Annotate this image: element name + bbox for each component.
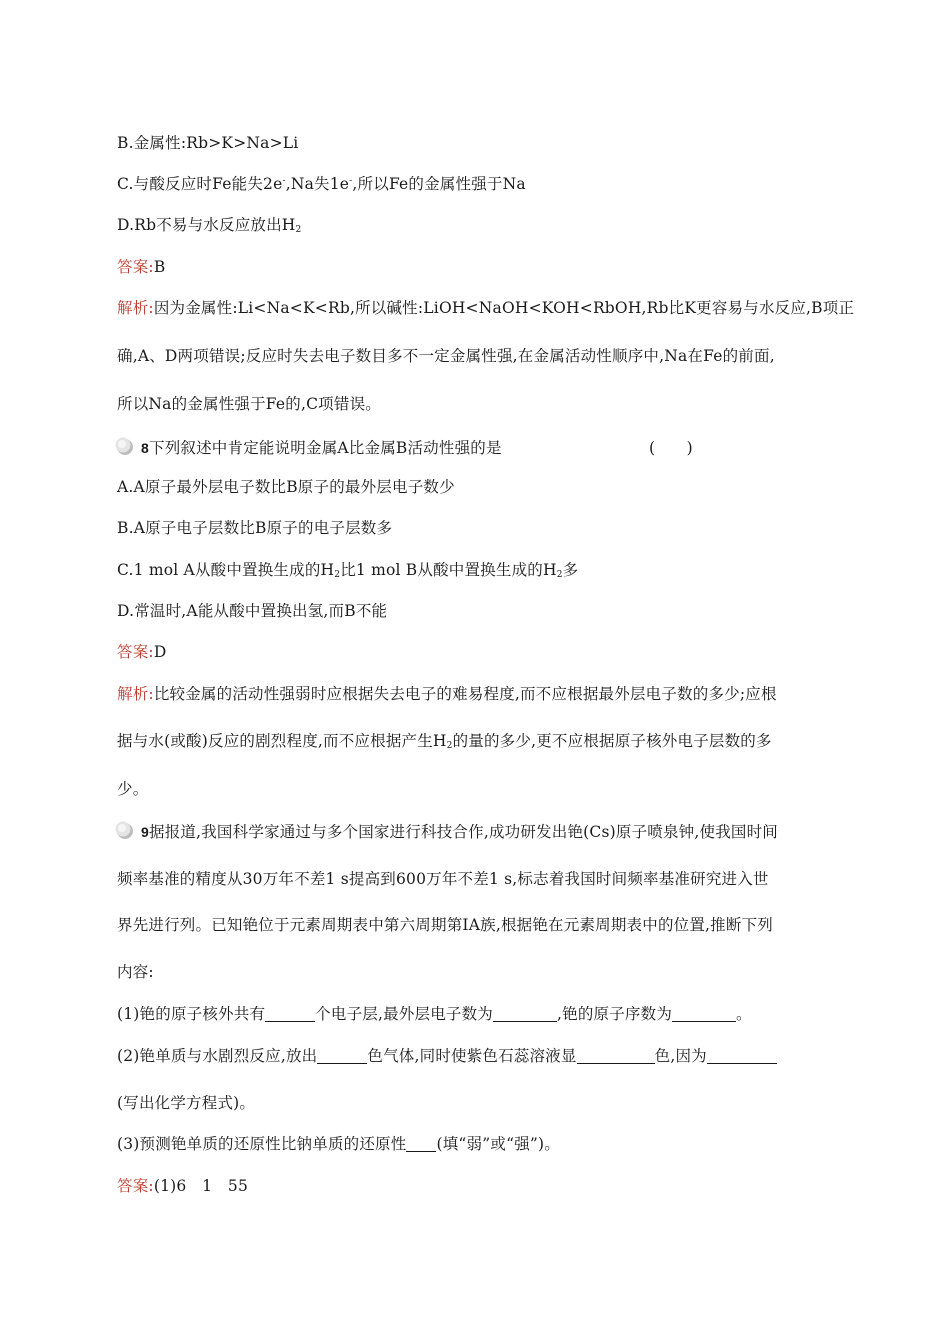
q7-analysis-line-1: 解析:因为金属性:Li<Na<K<Rb,所以碱性:LiOH<NaOH<KOH<RbOH,Rb比K更容易与水反应,B项正 (117, 299, 855, 317)
q8-analysis-line-3: 少。 (117, 780, 149, 798)
answer-blank[interactable] (317, 1047, 367, 1064)
q8-analysis-line-2: 据与水(或酸)反应的剧烈程度,而不应根据产生$H_2$的量的多少,更不应根据原子核外电子层数的多 (117, 732, 772, 751)
answer-blank[interactable] (707, 1047, 777, 1064)
answer-value: (1)6 1 55 (153, 1177, 249, 1195)
q8-answer (117, 642, 837, 662)
q9-sub-question-3: (3)预测铯单质的还原性比钠单质的还原性 (填“弱”或“强”)。 (117, 1135, 560, 1153)
q8-option-b: B.A原子电子层数比B原子的电子层数多 (117, 519, 393, 537)
q7-option-b: B.金属性:Rb>K>Na>Li (117, 134, 299, 152)
answer-value: D (153, 643, 167, 661)
answer-blank[interactable] (577, 1047, 655, 1064)
q7-analysis-line-2: 确,A、D两项错误;反应时失去电子数目多不一定金属性强,在金属活动性顺序中,Na在Fe的前面, (117, 347, 775, 365)
answer-value: B (153, 258, 166, 276)
answer-label: 答案: (117, 258, 154, 276)
q8-option-a: A.A原子最外层电子数比B原子的最外层电子数少 (117, 478, 455, 496)
q9-answer (117, 1176, 837, 1196)
q8-option-c: C.1 mol A从酸中置换生成的$H_2$比1 mol B从酸中置换生成的$H_2$多 (117, 561, 579, 580)
answer-paren: ( ) (649, 439, 693, 457)
q9-sub-question-2-continued: (写出化学方程式)。 (117, 1094, 256, 1112)
analysis-label: 解析: (117, 299, 154, 317)
analysis-label: 解析: (117, 685, 154, 703)
answer-label: 答案: (117, 1177, 154, 1195)
answer-blank[interactable] (265, 1005, 315, 1022)
q7-option-c: C.与酸反应时Fe能失2e-,Na失1e-,所以Fe的金属性强于Na (117, 175, 526, 193)
q9-stem-line-1: 9据报道,我国科学家通过与多个国家进行科技合作,成功研发出铯(Cs)原子喷泉钟,使我国时间 (117, 822, 861, 842)
question-number: 9 (141, 824, 149, 840)
q7-analysis-line-3: 所以Na的金属性强于Fe的,C项错误。 (117, 395, 381, 413)
q9-stem-line-2: 频率基准的精度从30万年不差1 s提高到600万年不差1 s,标志着我国时间频率基准研究进入世 (117, 870, 769, 888)
q7-answer (117, 257, 837, 277)
answer-blank[interactable] (672, 1005, 736, 1022)
question-bullet-icon (114, 436, 134, 456)
q7-option-d: D.Rb不易与水反应放出$H_2$ (117, 216, 302, 235)
answer-label: 答案: (117, 643, 154, 661)
question-number: 8 (141, 440, 149, 456)
answer-blank[interactable] (493, 1005, 557, 1022)
q8-analysis-line-1: 解析:比较金属的活动性强弱时应根据失去电子的难易程度,而不应根据最外层电子数的多少;应根 (117, 685, 777, 703)
answer-blank[interactable] (406, 1135, 436, 1152)
question-bullet-icon (114, 820, 134, 840)
q9-stem-line-3: 界先进行列。已知铯位于元素周期表中第六周期第ⅠA族,根据铯在元素周期表中的位置,推断下列 (117, 916, 773, 934)
q9-stem-line-4: 内容: (117, 963, 154, 981)
q9-sub-question-1: (1)铯的原子核外共有 个电子层,最外层电子数为 ,铯的原子序数为 。 (117, 1005, 752, 1023)
q9-sub-question-2: (2)铯单质与水剧烈反应,放出 色气体,同时使紫色石蕊溶液显 色,因为 (117, 1046, 837, 1066)
q8-stem: 8下列叙述中肯定能说明金属A比金属B活动性强的是 ( ) (117, 438, 861, 458)
q8-option-d: D.常温时,A能从酸中置换出氢,而B不能 (117, 602, 388, 620)
